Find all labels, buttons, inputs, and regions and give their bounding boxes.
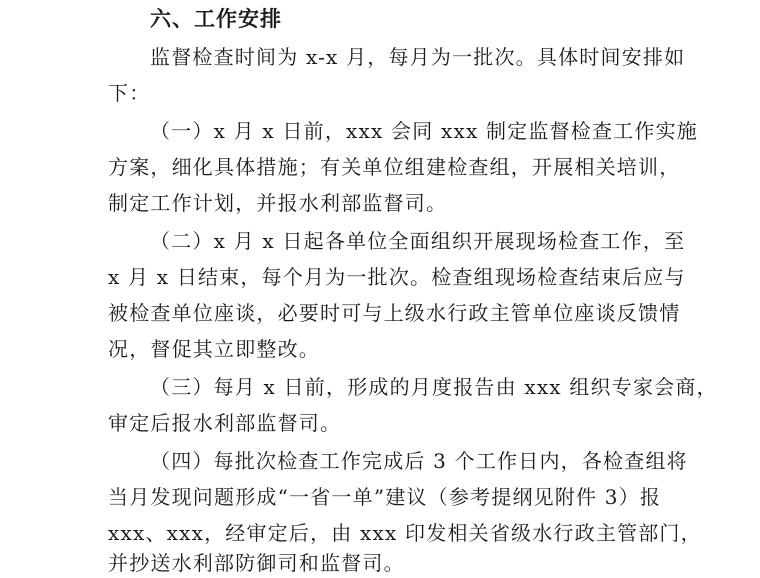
paragraph-line: （一）x 月 x 日前，xxx 会同 xxx 制定监督检查工作实施	[150, 119, 698, 143]
paragraph-line: 下：	[108, 81, 151, 105]
paragraph-line: （二）x 月 x 日起各单位全面组织开展现场检查工作，至	[150, 229, 686, 253]
paragraph-line: 审定后报水利部监督司。	[108, 411, 342, 435]
paragraph-line: 监督检查时间为 x-x 月，每月为一批次。具体时间安排如	[150, 45, 686, 69]
paragraph-line: 当月发现问题形成“一省一单”建议（参考提纲见附件 3）报	[108, 485, 662, 509]
paragraph-line: 制定工作计划，并报水利部监督司。	[108, 191, 448, 215]
paragraph-line: xxx、xxx，经审定后，由 xxx 印发相关省级水行政主管部门，	[108, 521, 702, 545]
paragraph-line: x 月 x 日结束，每个月为一批次。检查组现场检查结束后应与	[108, 265, 686, 289]
section-heading: 六、工作安排	[150, 7, 282, 31]
paragraph-line: 并抄送水利部防御司和监督司。	[108, 551, 405, 575]
paragraph-line: 被检查单位座谈，必要时可与上级水行政主管单位座谈反馈情	[108, 301, 681, 325]
paragraph-line: （三）每月 x 日前，形成的月度报告由 xxx 组织专家会商，	[150, 375, 718, 399]
paragraph-line: 况，督促其立即整改。	[108, 337, 320, 361]
paragraph-line: 方案，细化具体措施；有关单位组建检查组，开展相关培训，	[108, 155, 681, 179]
paragraph-line: （四）每批次检查工作完成后 3 个工作日内，各检查组将	[150, 449, 688, 473]
